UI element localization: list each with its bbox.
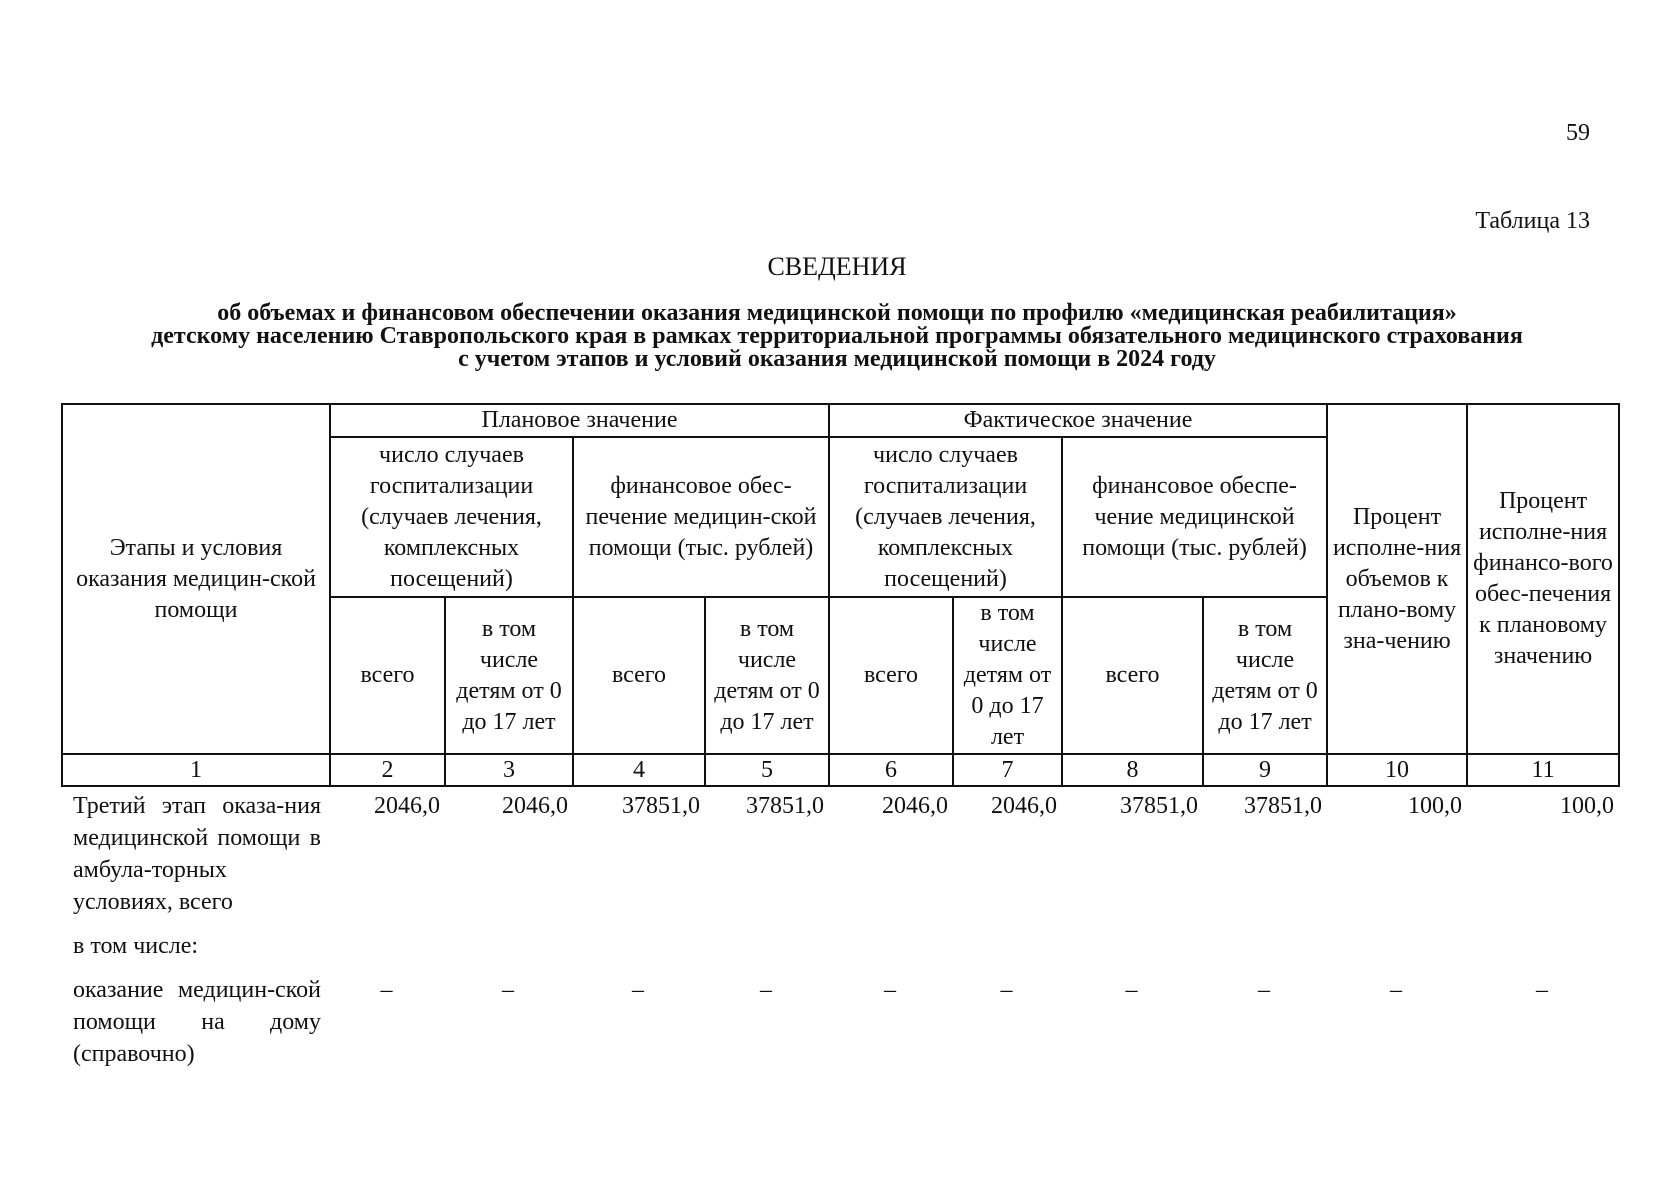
document-title: СВЕДЕНИЯ xyxy=(767,252,907,281)
column-number: 10 xyxy=(1327,754,1467,786)
column-number: 8 xyxy=(1062,754,1203,786)
column-number: 7 xyxy=(953,754,1062,786)
header-total: всего xyxy=(573,597,705,754)
cell-value: 2046,0 xyxy=(991,793,1057,819)
row-label: Третий этап оказа-ния медицинской помощи в амбула-торных условиях, всего xyxy=(73,793,321,915)
subtitle-line: детскому населению Ставропольского края в рамках территориальной программы обязательного медицинского страхования xyxy=(151,323,1523,349)
cell-value: – xyxy=(632,977,644,1003)
header-stages: Этапы и условия оказания медицин-ской помощи xyxy=(62,404,330,754)
column-number: 11 xyxy=(1467,754,1619,786)
table-row xyxy=(61,918,1618,974)
cell-value: 2046,0 xyxy=(502,793,568,819)
header-total: всего xyxy=(330,597,445,754)
cell-value: – xyxy=(760,977,772,1003)
header-planned-finance: финансовое обес-печение медицин-ской помощи (тыс. рублей) xyxy=(573,437,829,597)
cell-value: 100,0 xyxy=(1408,793,1462,819)
column-number: 9 xyxy=(1203,754,1327,786)
page-number: 59 xyxy=(1566,120,1590,146)
cell-value: – xyxy=(884,977,896,1003)
header-actual-cases: число случаев госпитализации (случаев лечения, комплексных посещений) xyxy=(829,437,1062,597)
cell-value: – xyxy=(1536,977,1548,1003)
cell-value: – xyxy=(1258,977,1270,1003)
table-row xyxy=(61,974,1618,1070)
column-number: 4 xyxy=(573,754,705,786)
empty-cells xyxy=(329,918,1618,974)
column-number: 2 xyxy=(330,754,445,786)
table-row xyxy=(61,790,1618,918)
column-number: 1 xyxy=(62,754,330,786)
header-pct-volume: Процент исполне-ния объемов к плано-вому зна-чению xyxy=(1327,404,1467,754)
header-children: в том числе детям от 0 до 17 лет xyxy=(1203,597,1327,754)
header-actual: Фактическое значение xyxy=(829,404,1327,437)
data-table xyxy=(61,790,1618,1070)
header-children: в том числе детям от 0 до 17 лет xyxy=(953,597,1062,754)
header-table xyxy=(61,403,1620,787)
subtitle-line: с учетом этапов и условий оказания медицинской помощи в 2024 году xyxy=(458,346,1216,372)
cell-value: – xyxy=(380,977,393,1003)
cell-value: 37851,0 xyxy=(622,793,700,819)
document-subtitle xyxy=(0,302,1674,371)
cell-value: 37851,0 xyxy=(746,793,824,819)
cell-value: – xyxy=(1125,977,1138,1003)
cell-value: 2046,0 xyxy=(374,793,440,819)
column-number: 3 xyxy=(445,754,573,786)
cell-value: – xyxy=(502,977,514,1003)
cell-value: 2046,0 xyxy=(882,793,948,819)
subtitle-line: об объемах и финансовом обеспечении оказания медицинской помощи по профилю «медицинская реабилитация» xyxy=(217,300,1457,326)
cell-value: – xyxy=(1390,977,1402,1003)
cell-value: 37851,0 xyxy=(1120,793,1198,819)
header-pct-finance: Процент исполне-ния финансо-вого обес-печения к плановому значению xyxy=(1467,404,1619,754)
header-total: всего xyxy=(1062,597,1203,754)
column-number: 6 xyxy=(829,754,953,786)
cell-value: 37851,0 xyxy=(1244,793,1322,819)
header-children: в том числе детям от 0 до 17 лет xyxy=(705,597,829,754)
column-number: 5 xyxy=(705,754,829,786)
cell-value: 100,0 xyxy=(1560,793,1614,819)
cell-value: – xyxy=(1000,977,1013,1003)
table-label: Таблица 13 xyxy=(1475,208,1590,234)
header-children: в том числе детям от 0 до 17 лет xyxy=(445,597,573,754)
header-planned: Плановое значение xyxy=(330,404,829,437)
row-label: в том числе: xyxy=(73,933,199,959)
header-planned-cases: число случаев госпитализации (случаев лечения, комплексных посещений) xyxy=(330,437,573,597)
header-actual-finance: финансовое обеспе-чение медицинской помощи (тыс. рублей) xyxy=(1062,437,1327,597)
row-label: оказание медицин-ской помощи на дому (справочно) xyxy=(73,977,321,1067)
header-total: всего xyxy=(829,597,953,754)
